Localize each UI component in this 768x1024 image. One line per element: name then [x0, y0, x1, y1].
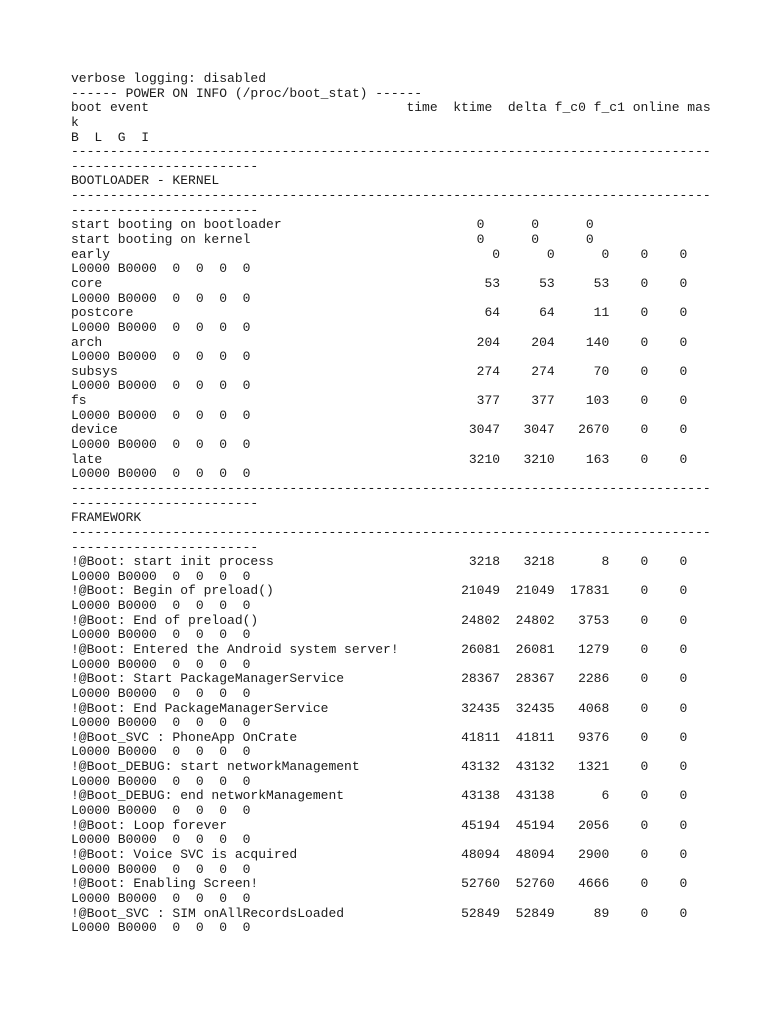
mask-row: L0000 B0000 0 0 0 0	[71, 656, 251, 672]
header-line: k	[71, 114, 79, 130]
boot-event-row: arch 204 204 140 0 0	[71, 334, 688, 350]
boot-event-row: !@Boot_SVC : PhoneApp OnCrate 41811 41811 9376 0 0	[71, 729, 688, 745]
separator-line: ------------------------	[71, 495, 259, 511]
boot-event-row: !@Boot: Loop forever 45194 45194 2056 0 0	[71, 817, 688, 833]
boot-event-row: !@Boot: End PackageManagerService 32435 32435 4068 0 0	[71, 700, 688, 716]
mask-row: L0000 B0000 0 0 0 0	[71, 803, 251, 819]
header-line: ------ POWER ON INFO (/proc/boot_stat) ------	[71, 85, 423, 101]
mask-row: L0000 B0000 0 0 0 0	[71, 744, 251, 760]
boot-event-row: fs 377 377 103 0 0	[71, 393, 688, 409]
mask-row: L0000 B0000 0 0 0 0	[71, 568, 251, 584]
separator-line: ------------------------	[71, 202, 259, 218]
mask-row: L0000 B0000 0 0 0 0	[71, 832, 251, 848]
separator-line: ----------------------------------------------------------------------------------	[71, 188, 711, 204]
separator-line: ------------------------	[71, 539, 259, 555]
boot-event-row: !@Boot: Start PackageManagerService 28367 28367 2286 0 0	[71, 671, 688, 687]
mask-row: L0000 B0000 0 0 0 0	[71, 890, 251, 906]
boot-event-row: start booting on bootloader 0 0 0	[71, 217, 594, 233]
separator-line: ----------------------------------------------------------------------------------	[71, 144, 711, 160]
boot-event-row: late 3210 3210 163 0 0	[71, 451, 688, 467]
boot-event-row: !@Boot: Entered the Android system server! 26081 26081 1279 0 0	[71, 641, 688, 657]
separator-line: ----------------------------------------------------------------------------------	[71, 480, 711, 496]
boot-stat-log	[71, 72, 761, 936]
boot-event-row: !@Boot: start init process 3218 3218 8 0 0	[71, 554, 688, 570]
boot-event-row: !@Boot: Voice SVC is acquired 48094 48094 2900 0 0	[71, 846, 688, 862]
header-line: B L G I	[71, 129, 150, 145]
mask-row: L0000 B0000 0 0 0 0	[71, 319, 251, 335]
mask-row: L0000 B0000 0 0 0 0	[71, 378, 251, 394]
mask-row: L0000 B0000 0 0 0 0	[71, 627, 251, 643]
mask-row: L0000 B0000 0 0 0 0	[71, 773, 251, 789]
boot-event-row: !@Boot_SVC : SIM onAllRecordsLoaded 52849 52849 89 0 0	[71, 905, 688, 921]
header-line: verbose logging: disabled	[71, 71, 267, 86]
mask-row: L0000 B0000 0 0 0 0	[71, 290, 251, 306]
separator-line: ----------------------------------------------------------------------------------	[71, 524, 711, 540]
mask-row: L0000 B0000 0 0 0 0	[71, 437, 251, 453]
mask-row: L0000 B0000 0 0 0 0	[71, 598, 251, 614]
boot-event-row: device 3047 3047 2670 0 0	[71, 422, 688, 438]
boot-event-row: start booting on kernel 0 0 0	[71, 232, 594, 248]
boot-event-row: !@Boot_DEBUG: start networkManagement 43132 43132 1321 0 0	[71, 759, 688, 775]
mask-row: L0000 B0000 0 0 0 0	[71, 715, 251, 731]
boot-event-row: !@Boot: Begin of preload() 21049 21049 17831 0 0	[71, 583, 688, 599]
section-title: FRAMEWORK	[71, 510, 142, 526]
boot-event-row: !@Boot: End of preload() 24802 24802 3753 0 0	[71, 612, 688, 628]
section-title: BOOTLOADER - KERNEL	[71, 173, 220, 189]
boot-event-row: !@Boot_DEBUG: end networkManagement 43138 43138 6 0 0	[71, 788, 688, 804]
boot-event-row: postcore 64 64 11 0 0	[71, 305, 688, 321]
mask-row: L0000 B0000 0 0 0 0	[71, 407, 251, 423]
boot-event-row: core 53 53 53 0 0	[71, 275, 688, 291]
boot-event-row: early 0 0 0 0 0	[71, 246, 688, 262]
separator-line: ------------------------	[71, 158, 259, 174]
mask-row: L0000 B0000 0 0 0 0	[71, 466, 251, 482]
mask-row: L0000 B0000 0 0 0 0	[71, 349, 251, 365]
mask-row: L0000 B0000 0 0 0 0	[71, 920, 251, 936]
header-line: boot event time ktime delta f_c0 f_c1 online mas	[71, 100, 711, 116]
mask-row: L0000 B0000 0 0 0 0	[71, 861, 251, 877]
mask-row: L0000 B0000 0 0 0 0	[71, 261, 251, 277]
boot-event-row: !@Boot: Enabling Screen! 52760 52760 4666 0 0	[71, 876, 688, 892]
mask-row: L0000 B0000 0 0 0 0	[71, 685, 251, 701]
boot-event-row: subsys 274 274 70 0 0	[71, 363, 688, 379]
